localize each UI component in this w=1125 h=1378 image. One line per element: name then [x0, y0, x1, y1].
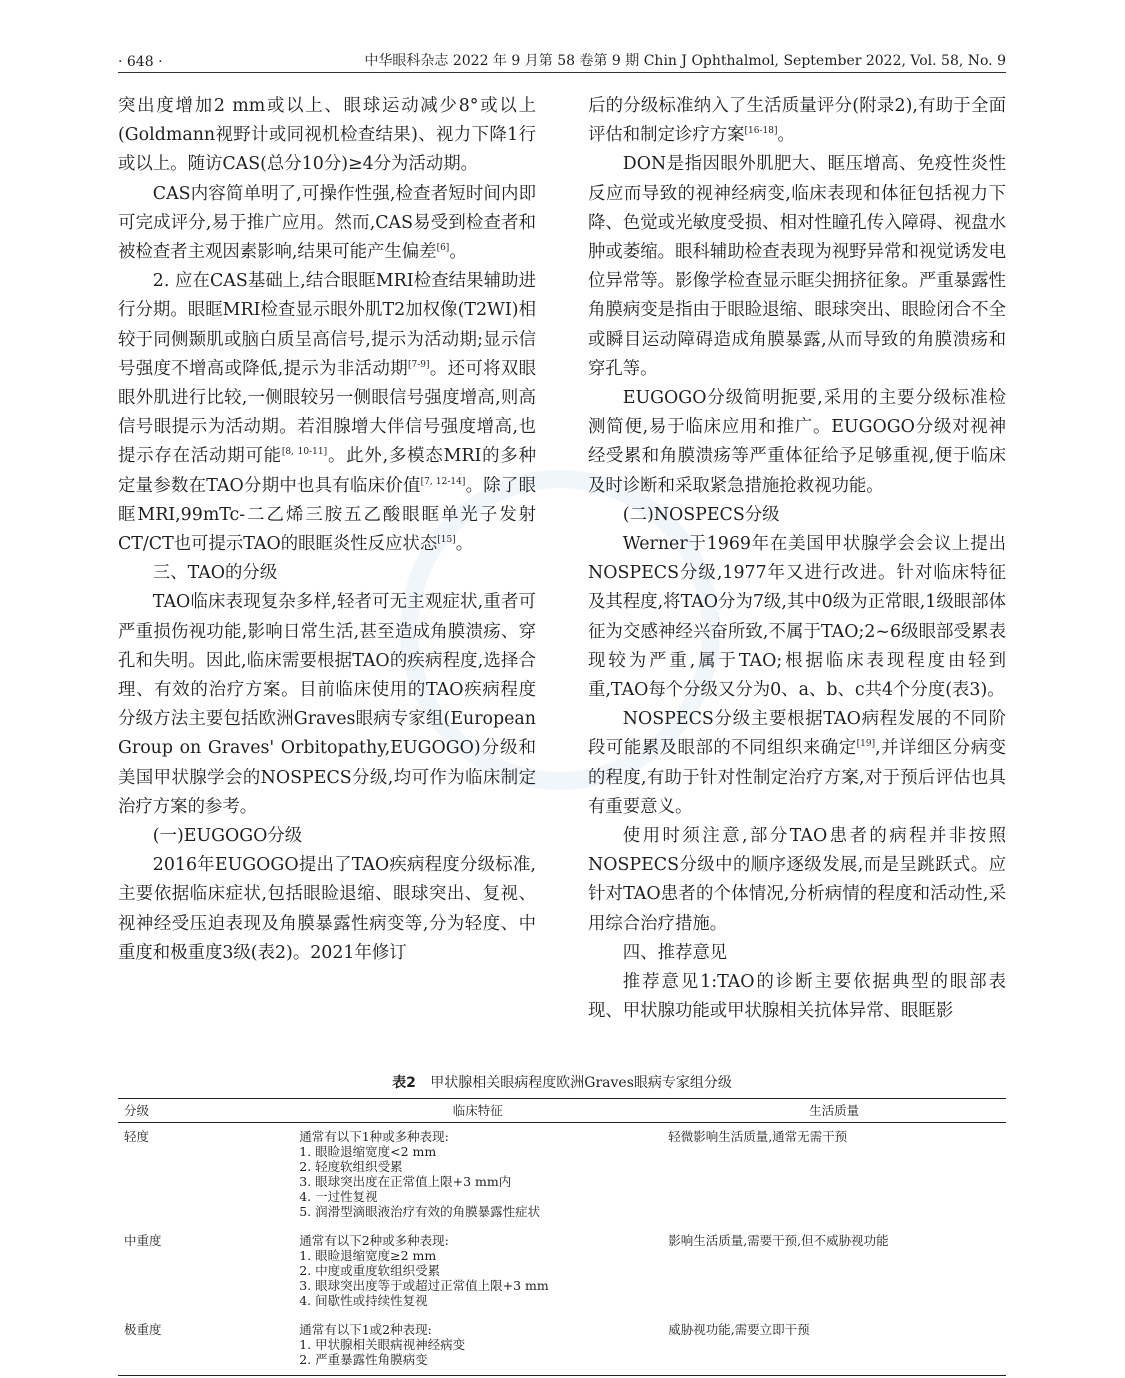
table-caption-text: 甲状腺相关眼病程度欧洲Graves眼病专家组分级	[430, 1075, 732, 1091]
right-paragraph	[588, 501, 1006, 530]
table-header-features: 临床特征	[293, 1099, 662, 1123]
paragraph-text: 使用时须注意,部分TAO患者的病程并非按照NOSPECS分级中的顺序逐级发展,而是呈跳跃式。应针对TAO患者的个体情况,分析病情的程度和活动性,采用综合治疗措施。	[588, 826, 1006, 934]
feature-line: 3. 眼球突出度等于或超过正常值上限+3 mm	[299, 1278, 549, 1293]
grade-cell: 中重度	[124, 1233, 162, 1248]
feature-line: 2. 中度或重度软组织受累	[299, 1263, 441, 1278]
left-paragraph	[118, 851, 536, 968]
quality-cell: 威胁视功能,需要立即干预	[662, 1316, 1006, 1376]
reference-citation: [8, 10-11]	[281, 447, 328, 458]
paragraph-text: 突出度增加2 mm或以上、眼球运动减少8°或以上(Goldmann视野计或同视机检查结果)、视力下降1行或以上。随访CAS(总分10分)≥4分为活动期。	[118, 96, 536, 175]
reference-citation: [7, 12-14]	[420, 476, 466, 487]
table-row	[118, 1227, 1006, 1316]
feature-line: 通常有以下1或2种表现:	[299, 1322, 432, 1337]
quality-cell: 轻微影响生活质量,通常无需干预	[668, 1129, 848, 1144]
table-header-grade: 分级	[118, 1099, 293, 1123]
table-header-row	[118, 1099, 1006, 1123]
quality-cell: 影响生活质量,需要干预,但不威胁视功能	[668, 1233, 889, 1248]
right-paragraph	[588, 822, 1006, 939]
left-paragraph	[118, 822, 536, 851]
right-paragraph	[588, 705, 1006, 822]
left-paragraph	[118, 588, 536, 822]
left-paragraph	[118, 559, 536, 588]
feature-line: 2. 轻度软组织受累	[299, 1159, 403, 1174]
left-paragraph	[118, 267, 536, 559]
table-header-quality: 生活质量	[662, 1099, 1006, 1123]
feature-line: 通常有以下2种或多种表现:	[299, 1233, 449, 1248]
reference-citation: [19]	[856, 739, 876, 750]
paragraph-text: Werner于1969年在美国甲状腺学会会议上提出NOSPECS分级,1977年又进行改进。针对临床特征及其程度,将TAO分为7级,其中0级为正常眼,1级眼部体征为交感神经兴奋所致,不属于TAO;2~6级眼部受累表现较为严重,属于TAO;根据临床表现程度由轻到重,TAO每个分级又分为0、a、b、c共4个分度(表3)。	[588, 534, 1006, 701]
paragraph-text: 。	[777, 125, 795, 146]
running-header	[118, 44, 1006, 70]
eugogo-grade-table	[118, 1098, 1006, 1376]
paragraph-text: 。此外,多模态MRI的多种定量参数在TAO分期中也具有临床价值	[118, 446, 536, 496]
left-paragraph	[118, 92, 536, 180]
paragraph-text: 后的分级标准纳入了生活质量评分(附录2),有助于全面评估和制定诊疗方案	[588, 96, 1006, 146]
reference-citation: [7-9]	[407, 360, 430, 371]
paragraph-text: EUGOGO分级简明扼要,采用的主要分级标准检测简便,易于临床应用和推广。EUGOGO分级对视神经受累和角膜溃疡等严重体征给予足够重视,便于临床及时诊断和采取紧急措施抢救视功能。	[588, 388, 1006, 496]
paragraph-text: CAS内容简单明了,可操作性强,检查者短时间内即可完成评分,易于推广应用。然而,CAS易受到检查者和被检查者主观因素影响,结果可能产生偏差	[118, 183, 536, 263]
right-paragraph	[588, 530, 1006, 705]
table-row	[118, 1316, 1006, 1376]
journal-citation: 中华眼科杂志 2022 年 9 月第 58 卷第 9 期 Chin J Ophthalmol, September 2022, Vol. 58, No. 9	[364, 53, 1006, 69]
right-paragraph	[588, 939, 1006, 968]
feature-line: 4. 间歇性或持续性复视	[299, 1293, 428, 1308]
table-row	[118, 1123, 1006, 1228]
paragraph-text: 四、推荐意见	[622, 942, 728, 963]
feature-line: 1. 眼睑退缩宽度≥2 mm	[299, 1248, 437, 1263]
paragraph-text: 2016年EUGOGO提出了TAO疾病程度分级标准,主要依据临床症状,包括眼睑退缩、眼球突出、复视、视神经受压迫表现及角膜暴露性病变等,分为轻度、中重度和极重度3级(表2)。2021年修订	[118, 855, 536, 963]
features-cell	[293, 1227, 662, 1316]
grade-cell: 极重度	[118, 1316, 293, 1376]
paragraph-text: DON是指因眼外肌肥大、眶压增高、免疫性炎性反应而导致的视神经病变,临床表现和体征包括视力下降、色觉或光敏度受损、相对性瞳孔传入障碍、视盘水肿或萎缩。眼科辅助检查表现为视野异常和视觉诱发电位异常等。影像学检查显示眶尖拥挤征象。严重暴露性角膜病变是指由于眼睑退缩、眼球突出、眼睑闭合不全或瞬目运动障碍造成角膜暴露,从而导致的角膜溃疡和穿孔等。	[588, 154, 1006, 379]
paragraph-text: ,并详细区分病变的程度,有助于针对性制定治疗方案,对于预后评估也具有重要意义。	[588, 738, 1006, 817]
right-column	[588, 92, 1006, 1062]
paragraph-text: (二)NOSPECS分级	[622, 504, 780, 525]
header-rule	[118, 72, 1006, 73]
paragraph-text: (一)EUGOGO分级	[152, 826, 303, 847]
left-column	[118, 92, 536, 1062]
feature-line: 3. 眼球突出度在正常值上限+3 mm内	[299, 1174, 512, 1189]
feature-line: 1. 眼睑退缩宽度<2 mm	[299, 1144, 437, 1159]
feature-line: 4. 一过性复视	[299, 1189, 378, 1204]
features-cell	[293, 1123, 662, 1228]
feature-line: 通常有以下1种或多种表现:	[299, 1129, 449, 1144]
page-number: · 648 ·	[118, 54, 163, 70]
paragraph-text: 。	[449, 242, 467, 263]
right-paragraph	[588, 150, 1006, 384]
paragraph-text: 。除了眼眶MRI,99mTc-二乙烯三胺五乙酸眼眶单光子发射CT/CT也可提示TAO的眼眶炎性反应状态	[118, 475, 536, 555]
table-caption-label: 表2	[392, 1075, 416, 1091]
grade-cell: 轻度	[124, 1129, 150, 1144]
paragraph-text: 。	[455, 534, 474, 555]
feature-line: 1. 甲状腺相关眼病视神经病变	[299, 1337, 466, 1352]
reference-citation: [15]	[437, 535, 456, 546]
right-paragraph	[588, 384, 1006, 501]
paragraph-text: 。还可将双眼眼外肌进行比较,一侧眼较另一侧眼信号强度增高,则高信号眼提示为活动期。若泪腺增大伴信号强度增高,也提示存在活动期可能	[118, 358, 536, 467]
paragraph-text: 三、TAO的分级	[152, 563, 278, 584]
reference-citation: [16-18]	[744, 126, 778, 137]
features-cell	[293, 1316, 662, 1376]
left-paragraph	[118, 180, 536, 268]
paragraph-text: TAO临床表现复杂多样,轻者可无主观症状,重者可严重损伤视功能,影响日常生活,甚至造成角膜溃疡、穿孔和失明。因此,临床需要根据TAO的疾病程度,选择合理、有效的治疗方案。目前临床使用的TAO疾病程度分级方法主要包括欧洲Graves眼病专家组(European Group on Graves' Orbitopathy,EUGOGO)分级和美国甲状腺学会的NOSPECS分级,均可作为临床制定治疗方案的参考。	[118, 592, 536, 817]
right-paragraph	[588, 92, 1006, 150]
table-caption	[118, 1072, 1006, 1092]
right-paragraph	[588, 968, 1006, 1026]
feature-line: 5. 润滑型滴眼液治疗有效的角膜暴露性症状	[299, 1204, 541, 1219]
reference-citation: [6]	[436, 243, 450, 254]
paragraph-text: NOSPECS分级主要根据TAO病程发展的不同阶段可能累及眼部的不同组织来确定	[588, 709, 1006, 759]
paragraph-text: 2. 应在CAS基础上,结合眼眶MRI检查结果辅助进行分期。眼眶MRI检查显示眼外肌T2加权像(T2WI)相较于同侧颞肌或脑白质呈高信号,提示为活动期;显示信号强度不增高或降低,提示为非活动期	[118, 271, 536, 379]
feature-line: 2. 严重暴露性角膜病变	[299, 1352, 428, 1367]
body-columns	[118, 92, 1006, 1062]
paragraph-text: 推荐意见1:TAO的诊断主要依据典型的眼部表现、甲状腺功能或甲状腺相关抗体异常、眼眶影	[588, 972, 1006, 1022]
